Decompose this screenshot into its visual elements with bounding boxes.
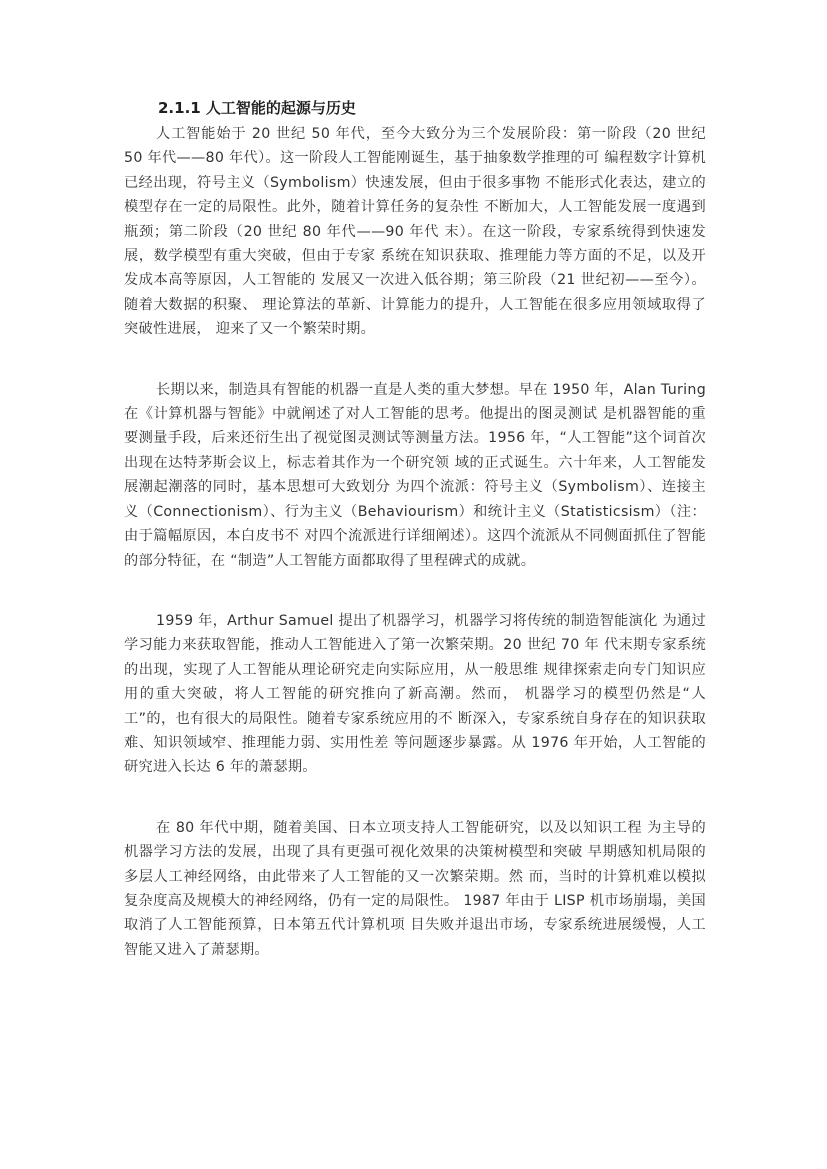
paragraph-origin-stages: 人工智能始于 20 世纪 50 年代，至今大致分为三个发展阶段：第一阶段（20 世纪 50 年代——80 年代）。这一阶段人工智能刚诞生，基于抽象数学推理的可 编程数字计算机已经出现，符号主义（Symbolism）快速发展，但由于很多事物 不能形式化表达，建立的模型存在一定的局限性。此外，随着计算任务的复杂性 不断加大，人工智能发展一度遇到瓶颈；第二阶段（20 世纪 80 年代——90 年代 末）。在这一阶段，专家系统得到快速发展，数学模型有重大突破，但由于专家 系统在知识获取、推理能力等方面的不足，以及开发成本高等原因，人工智能的 发展又一次进入低谷期；第三阶段（21 世纪初——至今）。随着大数据的积聚、 理论算法的革新、计算能力的提升，人工智能在很多应用领域取得了突破性进展， 迎来了又一个繁荣时期。 [124, 126, 706, 338]
paragraph-turing-schools: 长期以来，制造具有智能的机器一直是人类的重大梦想。早在 1950 年，Alan Turing 在《计算机器与智能》中就阐述了对人工智能的思考。他提出的图灵测试 是机器智能的重要测量手段，后来还衍生出了视觉图灵测试等测量方法。1956 年，“人工智能”这个词首次出现在达特茅斯会议上，标志着其作为一个研究领 域的正式诞生。六十年来，人工智能发展潮起潮落的同时，基本思想可大致划分 为四个流派：符号主义（Symbolism）、连接主义（Connectionism）、行为主义（Behaviourism）和统计主义（Statisticsism）（注：由于篇幅原因，本白皮书不 对四个流派进行详细阐述）。这四个流派从不同侧面抓住了智能的部分特征，在 “制造”人工智能方面都取得了里程碑式的成就。 [124, 381, 706, 569]
document-body [124, 96, 706, 962]
paragraph-gap [124, 780, 706, 816]
paragraph-gap [124, 573, 706, 609]
paragraph-eighties: 在 80 年代中期，随着美国、日本立项支持人工智能研究，以及以知识工程 为主导的机器学习方法的发展，出现了具有更强可视化效果的决策树模型和突破 早期感知机局限的多层人工神经网络，由此带来了人工智能的又一次繁荣期。然 而，当时的计算机难以模拟复杂度高及规模大的神经网络，仍有一定的局限性。 1987 年由于 LISP 机市场崩塌，美国取消了人工智能预算，日本第五代计算机项 目失败并退出市场，专家系统进展缓慢，人工智能又进入了萧瑟期。 [124, 819, 706, 958]
paragraph-machine-learning: 1959 年，Arthur Samuel 提出了机器学习，机器学习将传统的制造智能演化 为通过学习能力来获取智能，推动人工智能进入了第一次繁荣期。20 世纪 70 年 代末期专家系统的出现，实现了人工智能从理论研究走向实际应用，从一般思维 规律探索走向专门知识应用的重大突破，将人工智能的研究推向了新高潮。然而， 机器学习的模型仍然是“人工”的，也有很大的局限性。随着专家系统应用的不 断深入，专家系统自身存在的知识获取难、知识领域窄、推理能力弱、实用性差 等问题逐步暴露。从 1976 年开始，人工智能的研究进入长达 6 年的萧瑟期。 [124, 612, 706, 776]
paragraph-gap [124, 342, 706, 378]
section-heading: 2.1.1 人工智能的起源与历史 [158, 99, 356, 117]
